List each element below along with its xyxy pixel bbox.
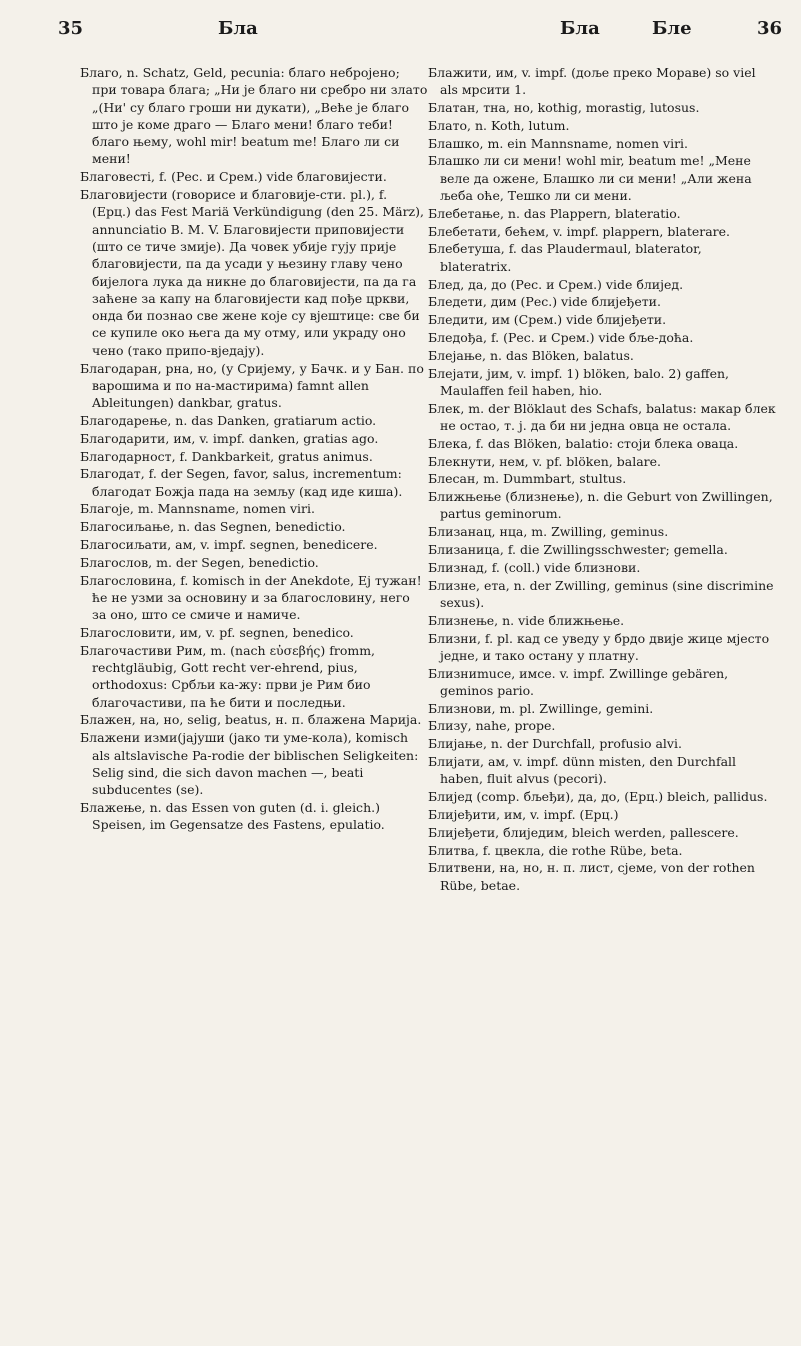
right-running-head: Бла — [560, 18, 600, 39]
dictionary-entry: Блејати, јим, v. impf. 1) blöken, balo. 2) gaffen, Maulaffen feil haben, hio. — [428, 365, 729, 398]
dictionary-entry: Благодарити, им, v. impf. danken, gratias ago. — [80, 430, 379, 446]
dictionary-entry: Благоје, m. Mannsname, nomen viri. — [80, 501, 315, 517]
dictionary-entry: Блијање, n. der Durchfall, profusio alvi. — [428, 736, 682, 752]
dictionary-entry: Близне, ета, n. der Zwilling, geminus (sine discrimine sexus). — [428, 577, 774, 610]
dictionary-entry: Благодаран, рна, но, (у Сријему, у Бачк. и у Бан. по варошима и по на-мастирима) famnt allen Ableitungen) dankbar, gratus. — [80, 360, 424, 411]
dictionary-entry: Благовесті, f. (Рес. и Срем.) vide благовијести. — [80, 169, 387, 185]
dictionary-entry: Блијед (comp. бљеђи), да, до, (Ерц.) bleich, pallidus. — [428, 789, 768, 805]
dictionary-entry: Блијеђети, блиједим, bleich werden, pallescere. — [428, 824, 739, 840]
dictionary-entry: Бледети, дим (Рес.) vide блијеђети. — [428, 294, 661, 310]
dictionary-entry: Благослов, m. der Segen, benedictio. — [80, 554, 319, 570]
dictionary-entry: Блебетати, бећем, v. impf. plappern, blaterare. — [428, 223, 731, 239]
dictionary-entry: Близаница, f. die Zwillingsschwester; gemella. — [428, 542, 728, 558]
left-running-head: Бла — [218, 18, 258, 39]
dictionary-entry: Близу, nahe, prope. — [428, 718, 556, 734]
right-column — [428, 64, 776, 894]
dictionary-entry: Благодарење, n. das Danken, gratiarum actio. — [80, 412, 377, 428]
dictionary-entry: Близнови, m. pl. Zwillinge, gemini. — [428, 700, 654, 716]
dictionary-entry: Благословина, f. komisch in der Anekdote, Ej тужан! ће не узми за основину и за благословину, него за оно, што се смиче и намиче. — [80, 572, 422, 623]
dictionary-entry: Блажење, n. das Essen von guten (d. i. gleich.) Speisen, im Gegensatze des Fastens, epulatio. — [80, 799, 385, 833]
dictionary-entry: Близниmuсе, имсе. v. impf. Zwillinge gebären, geminos pario. — [428, 665, 729, 698]
dictionary-entry: Блијеђити, им, v. impf. (Ерц.) — [428, 806, 619, 822]
dictionary-entry: Благодат, f. der Segen, favor, salus, incrementum: благодат Божја пада на земљу (кад иде киша). — [80, 466, 403, 499]
dictionary-entry: Блесан, m. Dummbart, stultus. — [428, 471, 627, 487]
dictionary-entry: Блашко, m. ein Mannsname, nomen viri. — [428, 135, 689, 151]
dictionary-entry: Блашко ли си мени! wohl mir, beatum me! „Мене веле да ожене, Блашко ли си мени! „Али жена љеба оће, Тешко ли си мени. — [428, 153, 752, 204]
dictionary-entry: Блебетање, n. das Plappern, blateratio. — [428, 205, 681, 221]
dictionary-entry: Благосиљање, n. das Segnen, benedictio. — [80, 519, 346, 535]
dictionary-entry: Благословити, им, v. pf. segnen, benedico. — [80, 625, 354, 640]
dictionary-entry: Близнад, f. (coll.) vide близнови. — [428, 559, 641, 575]
dictionary-entry: Блек, m. der Blöklaut des Schafs, balatus: макар блек не остао, т. ј. да би ни једна овца не остала. — [428, 400, 776, 433]
dictionary-entry: Благо, n. Schatz, Geld, pecunia: благо небројено; при товара блага; „Ни је благо ни сребро ни злато „(Ни' су благо гроши ни дукати), „Веће је благо што је коме драго — Благо мени! благо теби! благо њему, wohl mir! beatum me! Благо ли си мени! — [80, 65, 428, 167]
dictionary-entry: Блатан, тна, но, kothig, morastig, lutosus. — [428, 100, 700, 116]
dictionary-entry: Благочастиви Рим, m. (nach εὐσεβής) fromm, rechtgläubig, Gott recht ver-ehrend, pius, orthodoxus: Србљи ка-жу: први је Рим био благочастиви, па ће бити и последњи. — [80, 642, 376, 710]
dictionary-entry: Блебетуша, f. das Plaudermaul, blaterator, blateratrix. — [428, 241, 702, 274]
dictionary-entry: Блитва, f. цвекла, die rothe Rübe, beta. — [428, 842, 683, 858]
dictionary-entry: Блед, да, до (Рес. и Срем.) vide блијед. — [428, 276, 684, 292]
dictionary-entry: Близнење, n. vide ближњење. — [428, 612, 625, 628]
dictionary-entry: Блажени изми(јајуши (јако ти уме-кола), komisch als altslavische Pa-rodie der biblischen Seligkeiten: Selig sind, die sich davon machen —, beati subducentes (se). — [80, 730, 419, 798]
right-running-head-2: Бле — [652, 18, 692, 39]
dictionary-entry: Блажен, на, но, selig, beatus, н. п. блажена Марија. — [80, 712, 422, 728]
right-page-number: 36 — [757, 18, 783, 39]
dictionary-entry: Блитвени, на, но, н. п. лист, сјеме, von der rothen Rübe, betae. — [428, 860, 755, 893]
dictionary-entry: Бледити, им (Срем.) vide блијеђети. — [428, 312, 667, 328]
dictionary-entry: Блато, n. Koth, lutum. — [428, 117, 570, 133]
dictionary-entry: Блажити, им, v. impf. (доље преко Мораве) so viel als мрсити 1. — [428, 65, 756, 98]
dictionary-entry: Благосиљати, ам, v. impf. segnen, benedicere. — [80, 537, 378, 553]
dictionary-entry: Благовијести (говорисе и благовије-сти. pl.), f. (Ерц.) das Fest Mariä Verkündigung (den 25. März), annunciatio B. M. V. Благовијести приповијести (што се тиче змије). Да човек убије гују прије благовијести, па да усади у њезину главу чено бијелога лука да никне до благовијести, па да га заћене за капу на благовијести кад пођe цркви, онда би познао све жене које су вјештице: све би се купиле око њега да му отму, или украду оно чено (тако припо-вједају). — [80, 187, 424, 358]
dictionary-entry: Бледођа, f. (Рес. и Срем.) vide бље-доћа. — [428, 329, 694, 345]
left-column — [80, 64, 428, 834]
dictionary-entry: Блијати, ам, v. impf. dünn misten, den Durchfall haben, fluit alvus (pecori). — [428, 754, 737, 787]
dictionary-entry: Благодарност, f. Dankbarkeit, gratus animus. — [80, 448, 373, 464]
left-page-number: 35 — [58, 18, 84, 39]
dictionary-entry: Близанац, нца, m. Zwilling, geminus. — [428, 524, 669, 540]
dictionary-entry: Близни, f. pl. кад се уведу у брдо двије жице мјесто једне, и тако остану у платну. — [428, 630, 770, 663]
dictionary-entry: Блејање, n. das Blöken, balatus. — [428, 347, 634, 363]
dictionary-entry: Блекнути, нем, v. pf. blöken, balare. — [428, 453, 662, 469]
dictionary-entry: Блека, f. das Blöken, balatio: стоји блека оваца. — [428, 435, 739, 451]
dictionary-entry: Ближњење (близнење), n. die Geburt von Zwillingen, partus geminorum. — [428, 489, 773, 522]
page-header — [0, 0, 801, 52]
